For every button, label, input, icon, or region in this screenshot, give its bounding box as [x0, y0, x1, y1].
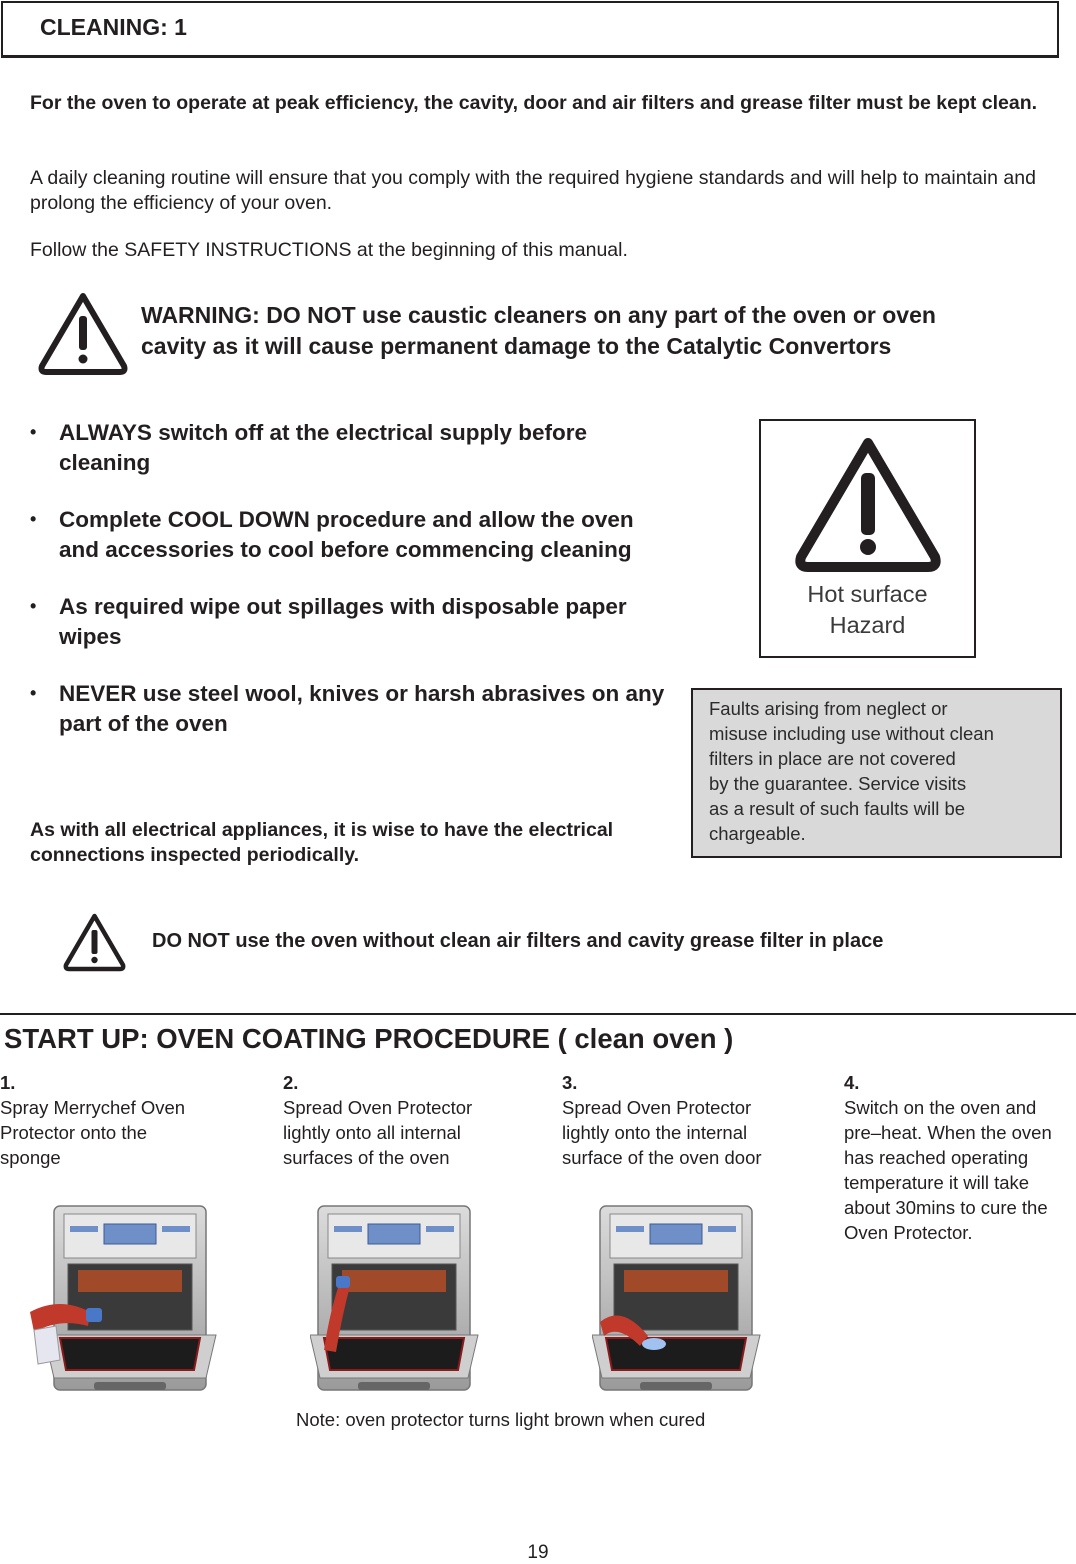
safety-instructions-note: Follow the SAFETY INSTRUCTIONS at the beginning of this manual.	[30, 239, 628, 261]
hot-surface-warning-icon	[791, 433, 945, 578]
list-item	[30, 505, 670, 564]
step-text	[0, 1095, 250, 1170]
fault-note-line: filters in place are not covered	[709, 748, 956, 769]
filter-warning-icon	[62, 912, 127, 972]
step-line: pre–heat. When the oven	[844, 1122, 1052, 1143]
step-line: has reached operating	[844, 1147, 1029, 1168]
list-item	[30, 592, 670, 651]
step-4	[844, 1070, 1074, 1245]
fault-note-line: misuse including use without clean	[709, 723, 994, 744]
page-number: 19	[527, 1542, 549, 1563]
step-line: Switch on the oven and	[844, 1097, 1037, 1118]
list-item-text: Complete COOL DOWN procedure and allow the oven and accessories to cool before commencing cleaning	[59, 507, 634, 562]
step-text	[562, 1095, 822, 1170]
list-item-text: NEVER use steel wool, knives or harsh abrasives on any part of the oven	[59, 681, 665, 736]
section-title: CLEANING: 1	[40, 14, 187, 40]
step-line: temperature it will take	[844, 1172, 1030, 1193]
oven-spread-interior-illustration	[310, 1200, 500, 1398]
warning-triangle-icon	[36, 290, 130, 376]
step-number: 3.	[562, 1072, 578, 1093]
intro-bold-text: For the oven to operate at peak efficiency, the cavity, door and air filters and grease filter must be kept clean.	[30, 92, 1038, 114]
fault-note-line: as a result of such faults will be	[709, 798, 966, 819]
bullet-marker: •	[30, 683, 37, 703]
step-line: Spread Oven Protector	[562, 1097, 752, 1118]
intro-paragraph: A daily cleaning routine will ensure that you comply with the required hygiene standards and will help to maintain and prolong the efficiency of your oven.	[30, 167, 1036, 214]
hazard-label-line2: Hazard	[829, 612, 906, 638]
bullet-marker: •	[30, 596, 37, 616]
list-item-text: ALWAYS switch off at the electrical supply before cleaning	[59, 420, 588, 475]
step-text	[283, 1095, 533, 1170]
step-line: lightly onto all internal	[283, 1122, 461, 1143]
fault-note-line: chargeable.	[709, 823, 806, 844]
caustic-warning	[141, 300, 1041, 362]
fault-note-line: by the guarantee. Service visits	[709, 773, 967, 794]
oven-spread-door-illustration	[592, 1200, 782, 1398]
step-line: Oven Protector.	[844, 1222, 973, 1243]
step-2	[283, 1070, 533, 1170]
step-text	[844, 1095, 1074, 1245]
guarantee-fault-note	[691, 688, 1062, 858]
step-line: Spray Merrychef Oven	[0, 1097, 186, 1118]
fault-note-line: Faults arising from neglect or	[709, 698, 948, 719]
step-3	[562, 1070, 822, 1170]
step-line: Protector onto the	[0, 1122, 148, 1143]
step-number: 4.	[844, 1072, 860, 1093]
bullet-marker: •	[30, 509, 37, 529]
caustic-warning-line2: cavity as it will cause permanent damage to the Catalytic Convertors	[141, 333, 892, 359]
bullet-marker: •	[30, 422, 37, 442]
caustic-warning-line1: WARNING: DO NOT use caustic cleaners on any part of the oven or oven	[141, 302, 936, 328]
step-line: sponge	[0, 1147, 61, 1168]
section-divider	[0, 1013, 1076, 1015]
hot-surface-hazard-box	[759, 419, 976, 658]
step-line: surface of the oven door	[562, 1147, 762, 1168]
list-item	[30, 679, 670, 738]
curing-note: Note: oven protector turns light brown when cured	[296, 1409, 706, 1430]
step-line: Spread Oven Protector	[283, 1097, 473, 1118]
list-item	[30, 418, 670, 477]
step-line: lightly onto the internal	[562, 1122, 748, 1143]
hazard-label	[761, 579, 974, 641]
step-1	[0, 1070, 250, 1170]
startup-section-title: START UP: OVEN COATING PROCEDURE ( clean oven )	[4, 1023, 734, 1054]
filter-warning-text: DO NOT use the oven without clean air filters and cavity grease filter in place	[152, 930, 884, 952]
oven-spray-sponge-illustration	[30, 1200, 220, 1398]
step-number: 2.	[283, 1072, 299, 1093]
step-number: 1.	[0, 1072, 16, 1093]
list-item-text: As required wipe out spillages with disposable paper wipes	[59, 594, 627, 649]
electrical-inspection-note: As with all electrical appliances, it is wise to have the electrical connections inspected periodically.	[30, 819, 614, 866]
hazard-label-line1: Hot surface	[807, 581, 928, 607]
cleaning-rules-list	[30, 418, 670, 766]
step-line: about 30mins to cure the	[844, 1197, 1048, 1218]
step-line: surfaces of the oven	[283, 1147, 450, 1168]
